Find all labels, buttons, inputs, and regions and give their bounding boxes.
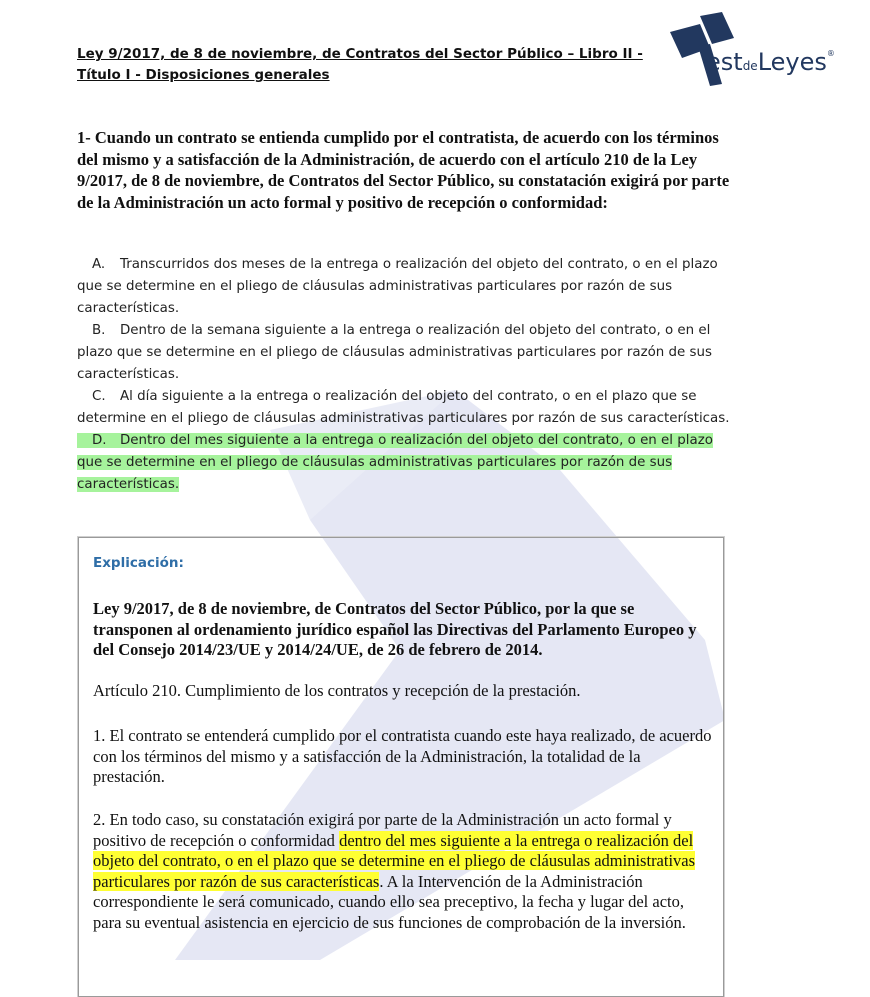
article-paragraph-2 [93,810,713,933]
logo-text-main: est [706,48,743,76]
law-title: Ley 9/2017, de 8 de noviembre, de Contratos del Sector Público, por la que se transponen al ordenamiento jurídico español las Directivas del Parlamento Europeo y del Consejo 2014/23/UE y 2014/24/UE, de 26 de febrero de 2014. [93,599,697,659]
paragraph-2-end: . A la Intervención de la Administración correspondiente le será comunicado, cuando ello sea preceptivo, la fecha y lugar del acto, para su eventual asistencia en ejercicio de sus funciones de comprobación de la inversión. [93,871,686,932]
answer-options [77,254,737,496]
option-text: Dentro de la semana siguiente a la entrega o realización del objeto del contrato, o en el plazo que se determine en el pliego de cláusulas administrativas particulares por razón de sus características. [77,323,712,382]
option-text: Transcurridos dos meses de la entrega o realización del objeto del contrato, o en el plazo que se determine en el pliego de cláusulas administrativas particulares por razón de sus características. [77,257,718,316]
option-letter: C. [92,389,106,404]
brand-logo [706,48,835,76]
registered-mark: ® [826,49,835,58]
article-heading: Artículo 210. Cumplimiento de los contratos y recepción de la prestación. [93,681,581,700]
explanation-title: Explicación: [93,555,184,571]
option-letter: A. [92,257,106,272]
logo-text-end: Leyes [757,48,827,76]
option-letter: B. [92,323,106,338]
document-header-title: Ley 9/2017, de 8 de noviembre, de Contratos del Sector Público – Libro II - Título I - Disposiciones generales [77,46,643,83]
paragraph-2-start: 2. En todo caso, su constatación exigirá por parte de la Administración un acto formal y positivo de recepción o conformidad [93,810,672,850]
option-c[interactable] [77,386,737,430]
option-text: Dentro del mes siguiente a la entrega o realización del objeto del contrato, o en el plazo que se determine en el pliego de cláusulas administrativas particulares por razón de sus características. [77,433,713,492]
explanation-box [78,537,724,997]
option-b[interactable] [77,320,737,386]
paragraph-2-highlight: dentro del mes siguiente a la entrega o realización del objeto del contrato, o en el plazo que se determine en el pliego de cláusulas administrativas particulares por razón de sus características [93,830,696,891]
option-d-correct[interactable] [77,430,737,496]
logo-text-small: de [742,59,758,73]
option-text: Al día siguiente a la entrega o realización del objeto del contrato, o en el plazo que se determine en el pliego de cláusulas administrativas particulares por razón de sus características. [77,389,730,426]
article-paragraph-1: 1. El contrato se entenderá cumplido por el contratista cuando este haya realizado, de acuerdo con los términos del mismo y a satisfacción de la Administración, la totalidad de la prestación. [93,726,712,786]
option-letter: D. [92,433,107,448]
option-a[interactable] [77,254,737,320]
question-text: 1- Cuando un contrato se entienda cumplido por el contratista, de acuerdo con los términos del mismo y a satisfacción de la Administración, de acuerdo con el artículo 210 de la Ley 9/2017, de 8 de noviembre, de Contratos del Sector Público, su constatación exigirá por parte de la Administración un acto formal y positivo de recepción o conformidad: [77,128,730,212]
